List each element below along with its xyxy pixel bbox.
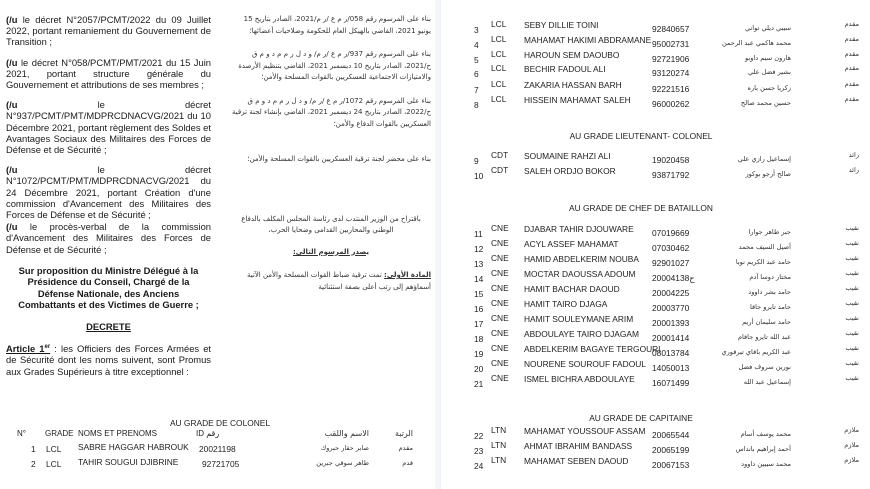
cell-num: 5	[474, 55, 479, 65]
french-preamble	[6, 14, 211, 386]
cell-id: 92901027	[652, 258, 690, 268]
ar-visa-1: بناء على المرسوم رقم 058/ر م ع /ر م/2021، الصادر بتاريخ 15 يونيو 2021، القاضي بالهيكل العام للحكومة وصلاحيات أعضائها؛	[243, 15, 431, 35]
cell-ar-grade: مقدم	[844, 95, 859, 103]
cell-grade: CNE	[491, 313, 509, 323]
cell-ar-name: عبد الله تايرو جاقام	[737, 333, 791, 341]
cell-id: 07019669	[652, 228, 690, 238]
cell-num: 6	[474, 69, 479, 79]
cell-grade: LTN	[491, 425, 507, 435]
cell-name: MAHAMAT HAKIMI ABDRAMANE	[524, 35, 652, 45]
ar-visa-3: بناء على المرسوم رقم 1072/ر م ع /ر م/ و د ل ر م م د و م ق ح/2022، الصادر بتاريخ 24 ديسمبر 2021، القاضي بإنشاء لجنة ترقية العسكريين بالقوات الدفاع والأمن؛	[232, 96, 431, 128]
section-title-lt-colonel: AU GRADE LIEUTENANT- COLONEL	[569, 131, 713, 141]
cell-num: 18	[474, 334, 484, 344]
table-row: 2 LCL TAHIR SOUGUI DJIBRINE 92721705 طاهر سوقي جبرين قدم	[31, 457, 413, 469]
cell-ar-grade: نقيب	[845, 254, 859, 262]
visa-4: (/u le décret N°1072/PCMT/PMT/MDPRCDNACVG/2021 du 24 Décembre 2021, portant Création d'une commission d'Avancement des Militaires des Forces de Défense et de Sécurité ;	[6, 164, 211, 221]
cell-ar-grade: رائد	[848, 166, 859, 174]
cell-ar-name: هارون سيم داوبو	[745, 54, 791, 62]
cell-num: 15	[474, 289, 484, 299]
cell-name: MOCTAR DAOUSSA ADOUM	[524, 269, 636, 279]
cell-num: 22	[474, 431, 484, 441]
cell-grade: CNE	[491, 343, 509, 353]
cell-num: 11	[474, 229, 483, 239]
cell-ar-name: سيبي ديلي تواني	[744, 24, 791, 32]
cell-ar-grade: ملازم	[844, 441, 859, 449]
cell-num: 24	[474, 461, 484, 471]
cell-ar-name: أصيل السيف محمد	[738, 243, 791, 251]
cell-name: ISMEL BICHRA ABDOULAYE	[524, 374, 635, 384]
cell-grade: CNE	[491, 358, 509, 368]
cell-name: HAMID ABDELKERIM NOUBA	[524, 254, 639, 264]
cell-id: 92221516	[652, 84, 690, 94]
cell-id: 20003770	[652, 303, 690, 313]
cell-grade: LCL	[491, 49, 507, 59]
cell-id: 19020458	[652, 155, 690, 165]
cell-grade: CNE	[491, 328, 509, 338]
cell-id: 08013784	[652, 348, 690, 358]
cell-grade: LCL	[491, 19, 507, 29]
cell-ar-name: عبد الكريم باقاي تيرقوري	[721, 348, 791, 356]
cell-name: HAMIT SOULEYMANE ARIM	[524, 314, 634, 324]
cell-ar-grade: ملازم	[844, 456, 859, 464]
cell-grade: CNE	[491, 298, 509, 308]
cell-num: 23	[474, 446, 484, 456]
cell-ar-grade: نقيب	[845, 224, 859, 232]
table-row	[441, 63, 870, 80]
cell-num: 12	[474, 244, 484, 254]
ar-decree-title: يصدر المرسوم التالي:	[293, 247, 369, 256]
cell-ar-name: أحمد إبراهيم بانداس	[735, 445, 791, 453]
cell-id: 95002731	[652, 39, 690, 49]
cell-grade: CNE	[491, 268, 509, 278]
section-title-capitaine: AU GRADE DE CAPITAINE	[589, 413, 693, 423]
table-header: N° GRADE NOMS ET PRENOMS ID رقم الاسم واللقب الرتبة	[17, 429, 413, 438]
cell-ar-grade: مقدم	[844, 35, 859, 43]
cell-name: HISSEIN MAHAMAT SALEH	[524, 95, 631, 105]
cell-ar-grade: مقدم	[844, 50, 859, 58]
cell-id: 16071499	[652, 378, 690, 388]
cell-ar-name: حسين محمد صالح	[740, 99, 791, 107]
cell-name: SEBY DILLIE TOINI	[524, 20, 599, 30]
section-title-colonel: AU GRADE DE COLONEL	[169, 418, 271, 428]
cell-id: 20004225	[652, 288, 690, 298]
cell-ar-name: حامد بشر داوود	[748, 288, 791, 296]
cell-num: 13	[474, 259, 484, 269]
cell-num: 16	[474, 304, 484, 314]
cell-grade: LTN	[491, 440, 507, 450]
cell-ar-grade: ملازم	[844, 426, 859, 434]
cell-name: MAHAMAT SEBEN DAOUD	[524, 456, 629, 466]
cell-grade: CNE	[491, 283, 509, 293]
cell-num: 9	[474, 156, 479, 166]
cell-ar-name: محمد هاكمي عبد الرحمن	[721, 39, 791, 47]
cell-grade: CNE	[491, 253, 509, 263]
cell-id: 20067153	[652, 460, 690, 470]
cell-id: 20065199	[652, 445, 690, 455]
cell-ar-grade: نقيب	[845, 374, 859, 382]
cell-ar-grade: مقدم	[844, 80, 859, 88]
cell-id: 92721906	[652, 54, 690, 64]
cell-id: 07030462	[652, 243, 690, 253]
table-row	[441, 455, 870, 472]
cell-ar-grade: نقيب	[845, 299, 859, 307]
visa-1: (/u le décret N°2057/PCMT/2022 du 09 Juillet 2022, portant remaniement du Gouvernement de Transition ;	[6, 14, 212, 48]
cell-grade: LCL	[491, 63, 507, 73]
cell-num: 8	[474, 100, 479, 110]
cell-name: SOUMAINE RAHZI ALI	[524, 151, 611, 161]
cell-id: 14050013	[652, 363, 690, 373]
table-row	[441, 165, 870, 182]
cell-ar-name: نورين سروف فضل	[738, 363, 791, 371]
cell-ar-name: حامد عبد الكريم نوبا	[735, 258, 791, 266]
cell-grade: CDT	[491, 150, 509, 160]
visa-3: (/u le décret N°937/PCMT/PMT/MDPRCDNACVG/2021 du 10 Décembre 2021, portant règlement des Soldes et Avantages Sociaux des Militaires des Forces de Défense et de Sécurité ;	[6, 99, 211, 156]
cell-id: 20001414	[652, 333, 690, 343]
cell-grade: CNE	[491, 238, 509, 248]
cell-name: AHMAT IBRAHIM BANDASS	[524, 441, 633, 451]
cell-grade: CNE	[491, 373, 509, 383]
cell-name: ZAKARIA HASSAN BARH	[524, 80, 622, 90]
cell-ar-grade: نقيب	[845, 239, 859, 247]
table-row: 1 LCL SABRE HAGGAR HABROUK 20021198 صابر حقار حبروك مقدم	[31, 442, 413, 454]
cell-num: 3	[474, 25, 479, 35]
cell-ar-grade: مقدم	[844, 64, 859, 72]
ar-article-1: المادة الأولى: تمت ترقية ضباط القوات المسلحة والأمن الآتية أسماؤهم إلى رتب أعلى بصفة استثنائية	[247, 271, 431, 291]
cell-ar-name: حامد تايرو جاقا	[749, 303, 791, 311]
cell-id: 92840657	[652, 24, 690, 34]
arabic-preamble	[231, 14, 431, 300]
cell-num: 17	[474, 319, 484, 329]
cell-grade: LCL	[491, 94, 507, 104]
cell-ar-name: بشير فضل علي	[747, 68, 791, 76]
visa-5: (/u le procès-verbal de la commission d'Avancement des Militaires des Forces de Défense et de Sécurité ;	[6, 221, 211, 255]
decrete-heading: DECRETE	[86, 320, 131, 332]
cell-ar-grade: نقيب	[845, 269, 859, 277]
cell-ar-grade: نقيب	[845, 284, 859, 292]
cell-ar-name: محمد يوسف أسام	[740, 430, 791, 438]
cell-name: ABDOULAYE TAIRO DJAGAM	[524, 329, 639, 339]
cell-num: 21	[474, 379, 484, 389]
visa-2: (/u le décret N°058/PCMT/PMT/2021 du 15 Juin 2021, portant structure générale du Gouvernement et attributions de ses membres ;	[6, 56, 211, 91]
ar-proposal: باقتراح من الوزير المنتدب لدى رئاسة المجلس المكلف بالدفاع الوطني والمحاربين القدامى وضحايا الحرب،	[241, 214, 421, 234]
cell-ar-grade: نقيب	[845, 329, 859, 337]
ar-visa-4: بناء على محضر لجنة ترقية العسكريين بالقوات المسلحة والأمن؛	[247, 155, 431, 163]
cell-ar-grade: رائد	[848, 151, 859, 159]
cell-id: 93120274	[652, 68, 690, 78]
cell-ar-name: زكريا حسن باره	[747, 84, 791, 92]
cell-ar-name: مختار دوسا آدم	[749, 273, 791, 281]
cell-grade: CDT	[491, 165, 509, 175]
cell-ar-name: حامد سليمان أريم	[742, 318, 791, 326]
cell-ar-grade: نقيب	[845, 359, 859, 367]
cell-name: HAMIT BACHAR DAOUD	[524, 284, 620, 294]
cell-name: MAHAMAT YOUSSOUF ASSAM	[524, 426, 646, 436]
article-1: Article 1er : les Officiers des Forces Armées et de Sécurité dont les noms suivent, sont Promus aux Grades Supérieurs à titre exceptionnel :	[6, 343, 212, 377]
cell-grade: LCL	[491, 79, 507, 89]
cell-ar-name: إسماعيل رازي علي	[737, 155, 791, 163]
cell-name: ACYL ASSEF MAHAMAT	[524, 239, 619, 249]
cell-id: 20065544	[652, 430, 690, 440]
table-row	[441, 373, 870, 390]
cell-num: 10	[474, 171, 484, 181]
cell-ar-name: جبر طاهر جوارا	[748, 228, 791, 236]
cell-grade: LTN	[491, 455, 507, 465]
ar-visa-2: بناء على المرسوم رقم 937/ر م ع /ر م/ و د ل ر م م د و م ق ح/2021، الصادر بتاريخ 10 ديسمبر 2021، القاضي بتنظيم الأرصدة والامتيازات الاجتماعية للعسكريين بالقوات المسلحة والأمن؛	[238, 50, 431, 81]
cell-name: DJABAR TAHIR DJOUWARE	[524, 224, 634, 234]
cell-num: 4	[474, 40, 479, 50]
cell-ar-name: محمد سيبين داوود	[741, 460, 791, 468]
cell-id: 96000262	[652, 99, 690, 109]
cell-ar-grade: نقيب	[845, 344, 859, 352]
cell-id: 20001393	[652, 318, 690, 328]
cell-name: NOURENE SOUROUF FADOUL	[524, 359, 646, 369]
cell-grade: LCL	[491, 34, 507, 44]
cell-ar-name: إسماعيل عبد الله	[743, 378, 791, 386]
cell-num: 14	[474, 274, 484, 284]
cell-name: HAROUN SEM DAOUBO	[524, 50, 620, 60]
proposal-text: Sur proposition du Ministre Délégué à la Présidence du Conseil, Chargé de la Défense Nationale, des Anciens Combattants et des Victimes de Guerre ;	[18, 264, 199, 311]
cell-num: 7	[474, 85, 479, 95]
cell-ar-grade: نقيب	[845, 314, 859, 322]
cell-id: 20ح004138	[652, 273, 695, 283]
cell-id: 93871792	[652, 170, 690, 180]
cell-name: BECHIR FADOUL ALI	[524, 64, 606, 74]
cell-name: HAMIT TAIRO DJAGA	[524, 299, 608, 309]
cell-name: SALEH ORDJO BOKOR	[524, 166, 616, 176]
section-title-chef-bataillon: AU GRADE DE CHEF DE BATAILLON	[569, 203, 713, 213]
cell-name: ABDELKERIM BAGAYE TERGOURI	[524, 344, 661, 354]
table-row	[441, 94, 870, 111]
cell-num: 19	[474, 349, 484, 359]
cell-ar-name: صالح أرجو بوكور	[745, 170, 791, 178]
cell-ar-grade: مقدم	[844, 20, 859, 28]
right-page	[440, 0, 870, 489]
cell-num: 20	[474, 364, 484, 374]
cell-grade: CNE	[491, 223, 509, 233]
